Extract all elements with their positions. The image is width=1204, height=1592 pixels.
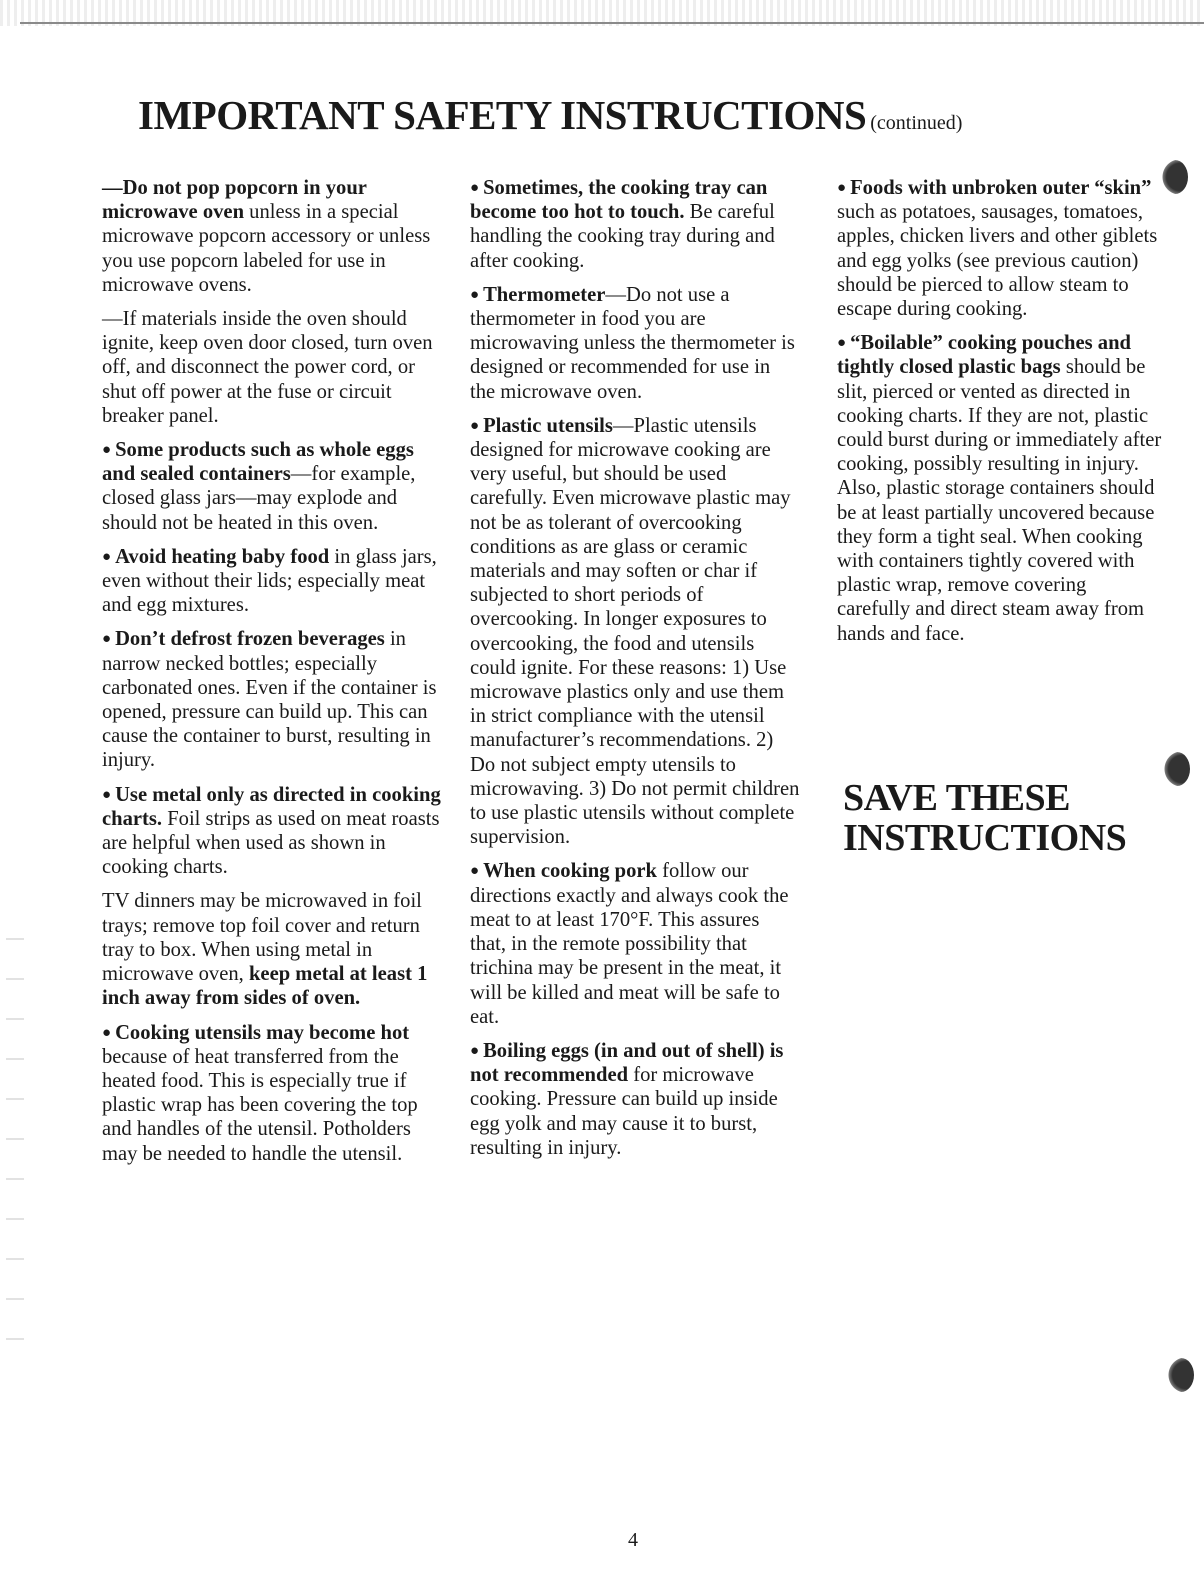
caution-tray-bold: Sometimes, the cooking tray can become too hot to touch.	[470, 177, 768, 224]
bullet-icon: ●	[102, 631, 112, 648]
caution-metal-text: Foil strips as used on meat roasts are helpful when used as shown in cooking charts.	[102, 807, 440, 879]
binder-tab-mark	[1164, 752, 1190, 786]
caution-baby-food	[102, 545, 442, 618]
caution-popcorn-text: unless in a special microwave popcorn accessory or unless you use popcorn labeled for use in microwave ovens.	[102, 201, 431, 296]
bullet-icon: ●	[102, 1024, 112, 1041]
bullet-icon: ●	[470, 286, 480, 303]
title-continued: (continued)	[870, 112, 963, 134]
binder-tab-mark	[1162, 160, 1188, 194]
save-instructions-heading	[843, 778, 1126, 858]
column-1	[102, 176, 442, 1176]
caution-popcorn	[102, 176, 442, 297]
page-number: 4	[628, 1529, 638, 1551]
caution-eggs-bold: Boiling eggs (in and out of shell) is not recommended	[470, 1039, 784, 1087]
caution-thermometer	[470, 283, 800, 404]
bullet-icon: ●	[470, 863, 480, 880]
save-line-2: INSTRUCTIONS	[843, 817, 1127, 859]
caution-frozen-bold: Don’t defrost frozen beverages	[115, 628, 385, 651]
caution-plastic-text: —Plastic utensils designed for microwave cooking are very useful, but should be used carefully. Even microwave plastic may not be as tolerant of overcooking conditions as are glass or ceramic materials and may soften or char if subjected to short periods of overcooking. In longer exposures to overcooking, the food and utensils could ignite. For these reasons: 1) Use microwave plastics only and use them in strict compliance with the utensil manufacturer’s recommendations. 2) Do not subject empty utensils to microwaving. 3) Do not permit children to use plastic utensils without complete supervision.	[470, 414, 800, 849]
caution-baby-food-bold: Avoid heating baby food	[115, 545, 330, 568]
caution-plastic-bold: Plastic utensils	[483, 414, 613, 437]
bullet-icon: ●	[837, 180, 847, 196]
caution-hot-utensils	[102, 1021, 442, 1166]
caution-baby-food-text: in glass jars, even without their lids; especially meat and egg mixtures.	[102, 545, 437, 617]
bullet-icon: ●	[102, 442, 112, 459]
bullet-icon: ●	[837, 335, 847, 352]
caution-frozen-beverages	[102, 627, 442, 772]
page-title	[138, 92, 1138, 138]
caution-tv-bold: keep metal at least 1 inch away from sides of oven.	[102, 963, 428, 1010]
title-text: IMPORTANT SAFETY INSTRUCTIONS	[138, 92, 867, 138]
bullet-icon: ●	[102, 786, 112, 803]
caution-tv-text: TV dinners may be microwaved in foil trays; remove top foil cover and return tray to box. When using metal in microwave oven,	[102, 890, 422, 986]
caution-ignite-text: —If materials inside the oven should ignite, keep oven door closed, turn oven off, and disconnect the power cord, or shut off power at the fuse or circuit breaker panel.	[102, 308, 433, 427]
caution-sealed-bold: Some products such as whole eggs and sealed containers	[102, 439, 414, 486]
caution-ignite	[102, 307, 442, 428]
caution-boilable-pouches	[837, 331, 1162, 646]
caution-popcorn-bold: —Do not pop popcorn in your microwave oven	[102, 177, 367, 224]
caution-utensils-text: because of heat transferred from the heated food. This is especially true if plastic wrap has been covering the top and handles of the utensil. Potholders may be needed to handle the utensil.	[102, 1045, 418, 1165]
caution-metal-bold: Use metal only as directed in cooking charts.	[102, 783, 441, 830]
column-2	[470, 176, 800, 1170]
caution-cooking-tray	[470, 176, 800, 273]
bullet-icon: ●	[470, 180, 480, 196]
top-rule	[20, 22, 1204, 24]
caution-sealed-text: —for example, closed glass jars—may explode and should not be heated in this oven.	[102, 463, 416, 534]
bullet-icon: ●	[102, 548, 112, 565]
caution-tray-text: Be careful handling the cooking tray during and after cooking.	[470, 201, 775, 272]
caution-utensils-bold: Cooking utensils may become hot	[115, 1021, 410, 1044]
caution-eggs-text: for microwave cooking. Pressure can build up inside egg yolk and may cause it to burst, resulting in injury.	[470, 1064, 778, 1159]
caution-thermometer-bold: Thermometer	[483, 283, 606, 306]
bullet-icon: ●	[470, 417, 480, 434]
caution-boiling-eggs	[470, 1039, 800, 1160]
caution-pork-text: follow our directions exactly and always cook the meat to at least 170°F. This assures that, in the remote possibility that trichina may be present in the meat, it will be killed and meat will be safe to eat.	[470, 860, 789, 1028]
caution-pork-bold: When cooking pork	[483, 860, 658, 883]
caution-skin-text: such as potatoes, sausages, tomatoes, apples, chicken livers and other giblets and egg yolks (see previous caution) should be pierced to allow steam to escape during cooking.	[837, 201, 1158, 321]
caution-tv-dinners	[102, 889, 442, 1010]
bullet-icon: ●	[470, 1042, 480, 1059]
caution-pouches-text: should be slit, pierced or vented as directed in cooking charts. If they are not, plastic could burst during or immediately after cooking, possibly resulting in injury. Also, plastic storage containers should be at least partially uncovered because they form a tight seal. When cooking with containers tightly covered with plastic wrap, remove covering carefully and direct steam away from hands and face.	[837, 356, 1162, 645]
caution-thermometer-text: —Do not use a thermometer in food you are microwaving unless the thermometer is designed or recommended for use in the microwave oven.	[470, 283, 795, 403]
binder-tab-mark	[1168, 1358, 1194, 1392]
column-3	[837, 176, 1162, 656]
caution-pork	[470, 859, 800, 1028]
caution-plastic-utensils	[470, 414, 800, 850]
caution-unbroken-skin	[837, 176, 1162, 321]
caution-skin-bold: Foods with unbroken outer “skin”	[850, 177, 1152, 199]
caution-metal	[102, 783, 442, 880]
scan-edge-marks	[6, 900, 24, 1360]
caution-pouches-bold: “Boilable” cooking pouches and tightly closed plastic bags	[837, 332, 1132, 379]
caution-frozen-text: in narrow necked bottles; especially carbonated ones. Even if the container is opened, pressure can build up. This can cause the container to burst, resulting in injury.	[102, 628, 437, 772]
caution-sealed-containers	[102, 438, 442, 535]
save-line-1: SAVE THESE	[843, 777, 1071, 819]
